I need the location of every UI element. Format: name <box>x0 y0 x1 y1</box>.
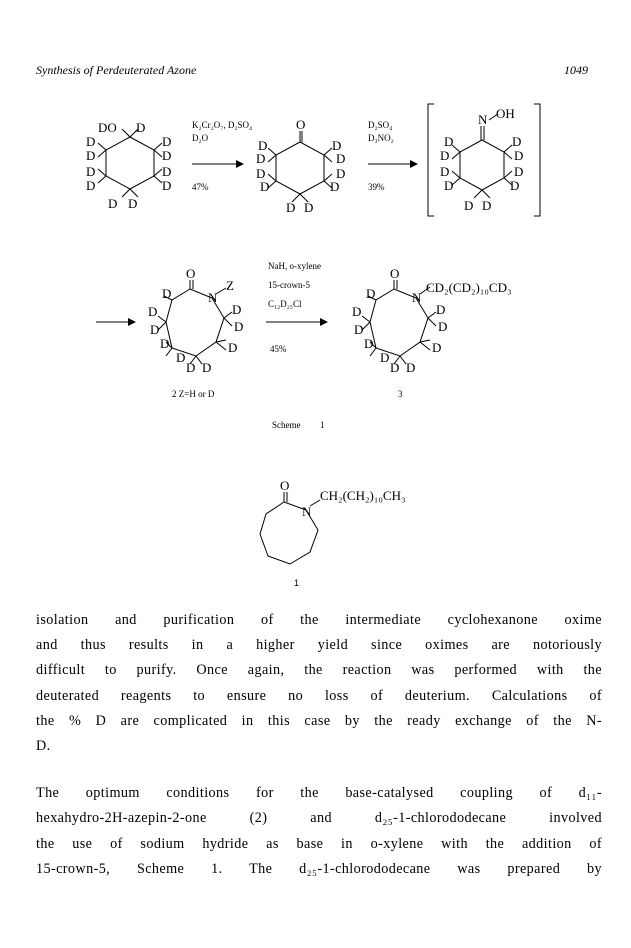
body-text <box>36 608 602 882</box>
atom-label-D: D <box>336 166 346 181</box>
paragraph-2 <box>36 781 602 882</box>
azone-chain: CH₂(CH₂)₁₀CH₃ <box>320 488 406 503</box>
oxime-ring <box>460 140 504 190</box>
atom-label-Z: Z <box>226 278 234 293</box>
atom-label-D: D <box>256 151 266 166</box>
page-number: 1049 <box>564 63 588 77</box>
text-line: D. <box>36 738 51 755</box>
atom-label-D: D <box>354 322 364 337</box>
step1-yield: 47% <box>192 182 209 192</box>
azone-d-chain: CD₂(CD₂)₁₀CD₃ <box>426 280 512 295</box>
scheme-caption-number: 1 <box>320 420 325 430</box>
atom-label-D: D <box>440 148 450 163</box>
atom-label-D: D <box>186 360 196 375</box>
atom-label-D: D <box>108 196 118 211</box>
atom-label-D: D <box>444 178 454 193</box>
atom-label-D: D <box>436 302 446 317</box>
atom-label-D: D <box>162 134 172 149</box>
atom-label-O: O <box>186 266 196 281</box>
step2-reagents-line1: D₂SO₄ <box>368 120 393 130</box>
atom-label-D: D <box>444 134 454 149</box>
right-bracket <box>534 104 540 216</box>
atom-label-D: D <box>332 138 342 153</box>
text-line: isolation and purification of the intermediate cyclohexanone oxime <box>36 612 602 628</box>
atom-label-D: D <box>136 120 146 135</box>
atom-label-N: N <box>478 112 488 127</box>
azone-structure-figure <box>240 460 440 590</box>
paragraph-1 <box>36 608 602 759</box>
atom-label-D: D <box>390 360 400 375</box>
text-line: the % D are complicated in this case by the ready exchange of the N- <box>36 712 602 729</box>
scheme-caption-word: Scheme <box>272 420 301 430</box>
text-line: 15-crown-5, Scheme 1. The d₂₅-1-chlorododecane was prepared by <box>36 860 602 877</box>
step2-yield: 39% <box>368 182 385 192</box>
atom-label-D: D <box>352 304 362 319</box>
atom-label-D: D <box>162 164 172 179</box>
text-line: and thus results in a higher yield since oximes are notoriously <box>36 637 602 654</box>
atom-label-D: D <box>86 178 96 193</box>
text-line: hexahydro-2H-azepin-2-one (2) and d₂₅-1-chlorododecane involved <box>36 810 602 827</box>
atom-label-D: D <box>228 340 238 355</box>
step3-yield: 45% <box>270 344 287 354</box>
compound-3-label: 3 <box>398 389 403 399</box>
atom-label-D: D <box>432 340 442 355</box>
atom-label-D: D <box>304 200 314 215</box>
atom-label-D: D <box>232 302 242 317</box>
atom-label-O: O <box>390 266 400 281</box>
atom-label-D: D <box>286 200 296 215</box>
atom-label-D: D <box>256 166 266 181</box>
azone-carbonyl-O: O <box>280 478 290 493</box>
text-line: the use of sodium hydride as base in o-xylene with the addition of <box>36 835 602 852</box>
atom-label-D: D <box>512 134 522 149</box>
scheme-1-figure <box>0 0 631 440</box>
atom-label-D: D <box>150 322 160 337</box>
step1-reagents-line1: K₂Cr₂O₇, D₂SO₄ <box>192 120 253 130</box>
atom-label-D: D <box>176 350 186 365</box>
atom-label-D: D <box>510 178 520 193</box>
left-bracket <box>428 104 434 216</box>
azone-N: N <box>302 504 312 519</box>
atom-label-DO: DO <box>98 120 117 135</box>
step3-reagents-line1: NaH, o-xylene <box>268 261 321 271</box>
cyclohexanone-ring <box>276 142 324 194</box>
atom-label-D: D <box>380 350 390 365</box>
step3-reagents-line3: C₁₂D₂₅Cl <box>268 299 302 309</box>
atom-label-D: D <box>514 148 524 163</box>
atom-label-D: D <box>162 178 172 193</box>
cyclohexanol-ring <box>106 137 154 189</box>
atom-label-D: D <box>260 179 270 194</box>
compound-1-label: 1 <box>294 578 300 588</box>
atom-label-D: D <box>202 360 212 375</box>
running-title: Synthesis of Perdeuterated Azone <box>36 63 197 77</box>
compound-2-label: 2 Z=H or D <box>172 389 215 399</box>
atom-label-D: D <box>464 198 474 213</box>
atom-label-D: D <box>406 360 416 375</box>
atom-label-D: D <box>160 336 170 351</box>
atom-label-D: D <box>234 319 244 334</box>
atom-label-D: D <box>366 286 376 301</box>
atom-label-D: D <box>128 196 138 211</box>
step3-reagents-line2: 15-crown-5 <box>268 280 310 290</box>
step2-reagents-line2: D₃NO₂ <box>368 133 394 143</box>
atom-label-N: N <box>412 290 422 305</box>
atom-label-O: O <box>296 117 306 132</box>
atom-label-D: D <box>440 164 450 179</box>
text-line: deuterated reagents to ensure no loss of deuterium. Calculations of <box>36 687 602 704</box>
text-line: difficult to purify. Once again, the reaction was performed with the <box>36 662 602 679</box>
atom-label-D: D <box>162 286 172 301</box>
atom-label-D: D <box>482 198 492 213</box>
atom-label-D: D <box>86 148 96 163</box>
atom-label-D: D <box>330 179 340 194</box>
atom-label-D: D <box>364 336 374 351</box>
atom-label-D: D <box>162 148 172 163</box>
step1-reagents-line2: D₂O <box>192 133 209 143</box>
atom-label-D: D <box>258 138 268 153</box>
atom-label-OH: OH <box>496 106 515 121</box>
atom-label-D: D <box>86 134 96 149</box>
atom-label-D: D <box>336 151 346 166</box>
atom-label-D: D <box>86 164 96 179</box>
atom-label-D: D <box>148 304 158 319</box>
atom-label-D: D <box>438 319 448 334</box>
atom-label-D: D <box>514 164 524 179</box>
atom-label-N: N <box>208 290 218 305</box>
text-line: The optimum conditions for the base-catalysed coupling of d₁₁- <box>36 785 602 802</box>
